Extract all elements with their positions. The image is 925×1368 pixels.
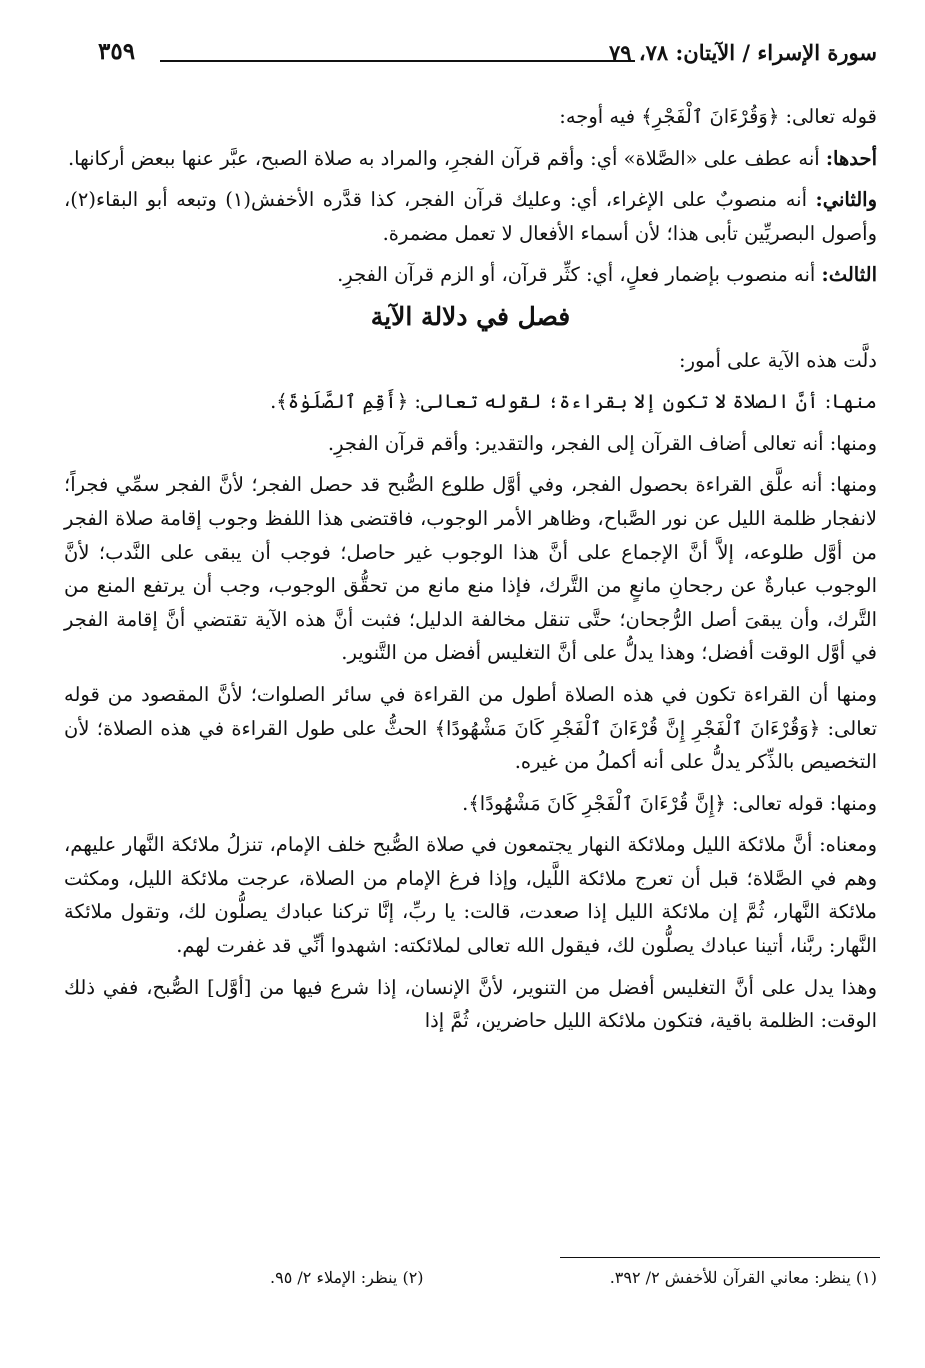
paragraph: ومنها: قوله تعالى: ﴿إِنَّ قُرْءَانَ ٱلْفَجْرِ كَانَ مَشْهُودًا﴾.: [462, 791, 877, 815]
paragraph: ومنها أن القراءة تكون في هذه الصلاة أطول من القراءة في سائر الصلوات؛ لأنَّ المقصود من قوله تعالى: ﴿وَقُرْءَانَ ٱلْفَجْرِ إِنَّ قُرْءَانَ ٱلْفَجْرِ كَانَ مَشْهُودًا﴾ الحثُّ على طول القراءة في هذه الصلاة؛ لأن التخصيص بالذِّكر يدلُّ على أنه أكملُ من غيره.: [64, 682, 877, 774]
footnotes: [270, 1268, 877, 1287]
paragraph: دلَّت هذه الآية على أمور:: [679, 348, 877, 372]
paragraph-label: الثالث:: [821, 263, 877, 287]
paragraph-label: والثاني:: [815, 188, 877, 212]
page-body: [64, 100, 877, 1046]
paragraph: ومنها: أنه تعالى أضاف القرآن إلى الفجر، والتقدير: وأقم قرآن الفجرِ.: [327, 431, 877, 455]
paragraph: الثالث: أنه منصوب بإضمار فعلٍ، أي: كثِّر قرآن، أو الزم قرآن الفجرِ.: [337, 263, 877, 287]
paragraph-label: أحدها:: [825, 146, 877, 170]
paragraph: وهذا يدل على أنَّ التغليس أفضل من التنوير، لأنَّ الإنسان، إذا شرع فيها من [أوَّل] الصُّبح، ففي ذلك الوقت: الظلمة باقية، فتكون ملائكة الليل حاضرين، ثُمَّ إذا: [64, 975, 877, 1033]
header-title: سورة الإسراء / الآيتان: ٧٨، ٧٩: [609, 40, 877, 65]
footnote: (٢) ينظر: الإملاء ٢/ ٩٥.: [270, 1268, 424, 1287]
header-rule: [160, 60, 635, 62]
paragraph: ومنها: أنه علَّق القراءة بحصول الفجر، وفي أوَّل طلوع الصُّبح قد حصل الفجر؛ لأنَّ الفجر سمِّي فجراً؛ لانفجار ظلمة الليل عن نور الصَّباح، وظاهر الأمر الوجوب، فاقتضى هذا اللفظ وجوب إقامة صلاة الفجر من أوَّل طلوعه، إلاَّ أنَّ الإجماع على أنَّ هذا الوجوب غير حاصل؛ فوجب أن يبقى على النَّدب؛ لأنَّ الوجوب عبارةٌ عن رجحانِ مانعٍ من التَّرك، فإذا منع مانع من تحقُّق الوجوب، وجب أن يرتفع المنع من التَّرك، وأن يبقىَ أصل الرُّجحان؛ حتَّى تنقل مخالفة الدليل؛ فثبت أنَّ هذه الآية تقتضي أنَّ إقامة الفجر في أوَّل الوقت أفضل؛ وهذا يدلُّ على أنَّ التغليس أفضل من التَّنوير.: [64, 473, 877, 665]
paragraph: ومعناه: أنَّ ملائكة الليل وملائكة النهار يجتمعون في صلاة الصُّبح خلف الإمام، تنزلُ ملائكة النَّهار عليهم، وهم في الصَّلاة؛ قبل أن تعرج ملائكة اللَّيل، وإذا فرغ الإمام من الصلاة، عرجت ملائكة الليل، ومكثت ملائكة النَّهار، ثُمَّ إن ملائكة الليل إذا صعدت، قالت: يا ربِّ، إنَّا تركنا عبادك يصلُّون لك، وتقول ملائكة النَّهار: ربَّنا، أتينا عبادك يصلُّون لك، فيقول الله تعالى لملائكته: اشهدوا أنِّي قد غفرت لهم.: [64, 833, 877, 958]
footnote: (١) ينظر: معاني القرآن للأخفش ٢/ ٣٩٢.: [609, 1268, 877, 1287]
footnote-rule: [560, 1257, 880, 1258]
paragraph: قوله تعالى: ﴿وَقُرْءَانَ ٱلْفَجْرِ﴾ فيه أوجه:: [559, 105, 877, 128]
section-heading: فصل في دلالة الآية: [370, 301, 571, 331]
running-header: [98, 32, 877, 76]
paragraph: والثاني: أنه منصوبٌ على الإغراء، أي: وعليك قرآن الفجر، كذا قدَّره الأخفش(١) وتبعه أبو البقاء(٢)، وأصول البصريِّين تأبى هذا؛ لأن أسماء الأفعال لا تعمل مضمرة.: [64, 188, 877, 245]
paragraph: منها: أنَّ الصلاة لا تكون إلا بقراءة؛ لقوله تعالى: ﴿أَقِمِ ٱلصَّلَوٰةَ﴾.: [270, 390, 877, 414]
page-number: ٣٥٩: [98, 38, 136, 65]
paragraph: أحدها: أنه عطف على «الصَّلاة» أي: وأقم قرآن الفجرِ، والمراد به صلاة الصبح، عبَّر عنها ببعض أركانها.: [67, 146, 877, 170]
